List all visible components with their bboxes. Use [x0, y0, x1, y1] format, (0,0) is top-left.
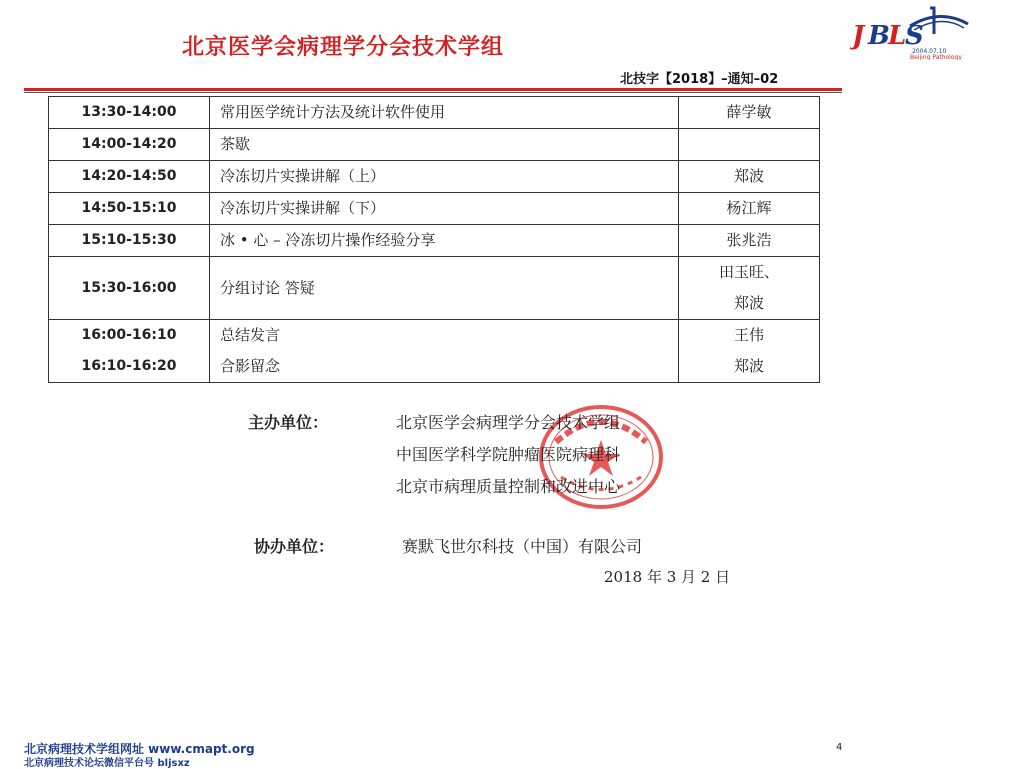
footer-website: 北京病理技术学组网址 www.cmapt.org [24, 742, 255, 756]
host-unit-2: 中国医学科学院肿瘤医院病理科 [396, 445, 621, 464]
svg-text:J: J [852, 21, 865, 51]
speaker-text: 薛学敏 [726, 103, 772, 121]
speaker-cell [679, 257, 820, 320]
speaker-cell [679, 320, 820, 383]
time-cell [49, 129, 210, 161]
topic-cell [210, 97, 679, 129]
header-rule-thin [24, 92, 842, 93]
speaker-text: 郑波 [733, 167, 764, 185]
topic-cell [210, 320, 679, 383]
schedule-row [49, 257, 820, 320]
time-text: 14:20-14:50 [81, 168, 177, 184]
co-host-label: 协办单位： [254, 537, 335, 556]
topic-text: 总结发言 [220, 326, 281, 344]
topic-text: 分组讨论 答疑 [220, 278, 315, 297]
svg-text:S: S [905, 21, 924, 51]
schedule-row [49, 320, 820, 383]
topic-text: 冷冻切片实操讲解（上） [220, 167, 386, 185]
schedule-row [49, 97, 820, 129]
logo-date: 2004.07.10 [912, 48, 947, 55]
time-text: 16:10-16:20 [81, 358, 177, 374]
speaker-cell [679, 97, 820, 129]
topic-text: 茶歇 [220, 135, 251, 153]
time-text: 16:00-16:10 [81, 327, 177, 343]
topic-text: 合影留念 [220, 357, 281, 375]
co-host-unit: 赛默飞世尔科技（中国）有限公司 [402, 537, 643, 556]
time-cell [49, 97, 210, 129]
time-cell [49, 320, 210, 383]
svg-text:L: L [888, 21, 907, 51]
schedule-row [49, 225, 820, 257]
time-cell [49, 193, 210, 225]
topic-cell [210, 257, 679, 320]
host-unit-3: 北京市病理质量控制和改进中心 [396, 477, 621, 496]
speaker-text: 郑波 [733, 294, 764, 312]
header-rule [24, 88, 842, 91]
topic-text: 冷冻切片实操讲解（下） [220, 199, 386, 217]
topic-text: 冰 • 心 – 冷冻切片操作经验分享 [220, 231, 436, 249]
schedule-row [49, 129, 820, 161]
speaker-cell [679, 193, 820, 225]
footer-wechat: 北京病理技术论坛微信平台号 bljsxz [24, 758, 190, 769]
time-text: 13:30-14:00 [81, 104, 177, 120]
time-cell [49, 257, 210, 320]
host-unit-1: 北京医学会病理学分会技术学组 [396, 413, 621, 432]
speaker-text: 田玉旺、 [718, 263, 779, 281]
speaker-cell [679, 225, 820, 257]
topic-cell [210, 129, 679, 161]
speaker-cell [679, 129, 820, 161]
time-cell [49, 161, 210, 193]
time-text: 14:50-15:10 [81, 200, 177, 216]
schedule-row [49, 193, 820, 225]
speaker-text: 张兆浩 [726, 231, 772, 249]
logo-subtitle: Beijing Pathology [910, 54, 962, 60]
topic-text: 常用医学统计方法及统计软件使用 [220, 103, 446, 121]
schedule-table [48, 96, 820, 383]
issue-date: 2018 年 3 月 2 日 [604, 568, 731, 586]
topic-cell [210, 161, 679, 193]
document-number: 北技字【2018】–通知–02 [620, 72, 779, 87]
time-text: 14:00-14:20 [81, 136, 177, 152]
time-text: 15:10-15:30 [81, 232, 177, 248]
svg-text:B: B [868, 21, 890, 51]
page-number: 4 [836, 742, 843, 753]
speaker-text: 王伟 [733, 326, 764, 344]
speaker-text: 杨江辉 [726, 199, 772, 217]
jbls-logo [850, 4, 975, 60]
speaker-text: 郑波 [733, 357, 764, 375]
topic-cell [210, 193, 679, 225]
time-text: 15:30-16:00 [81, 279, 177, 296]
page-title: 北京医学会病理学分会技术学组 [182, 35, 505, 60]
time-cell [49, 225, 210, 257]
speaker-cell [679, 161, 820, 193]
topic-cell [210, 225, 679, 257]
host-label: 主办单位： [248, 413, 329, 432]
schedule-row [49, 161, 820, 193]
